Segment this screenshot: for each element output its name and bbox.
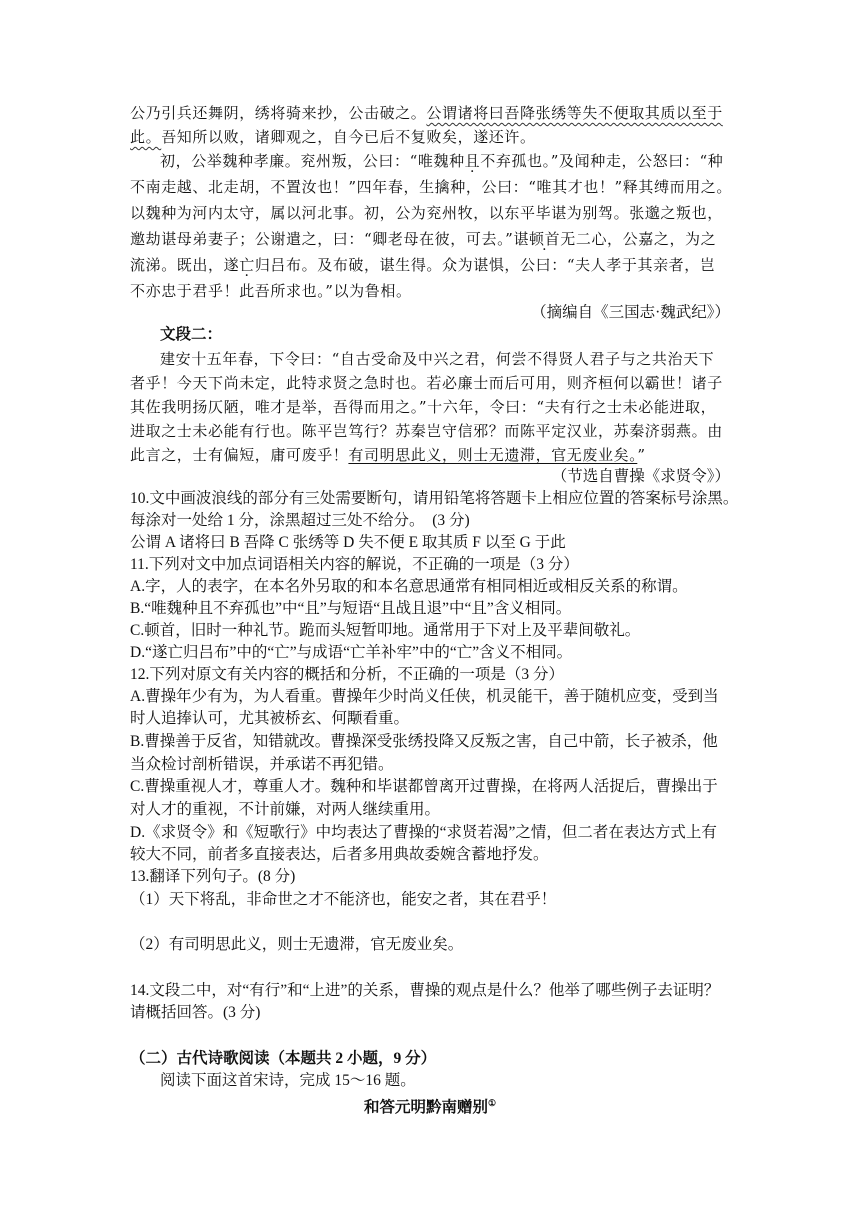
q12-option-c: C.曹操重视人才，尊重人才。魏种和毕谌都曾离开过曹操，在将两人活捉后，曹操出于 <box>130 778 718 795</box>
q12-option-d: D.《求贤令》和《短歌行》中均表达了曹操的“求贤若渴”之情，但二者在表达方式上有 <box>130 824 717 841</box>
q12-option-b: B.曹操善于反省，知错就改。曹操深受张绣投降又反叛之害，自己中箭，长子被杀，他 <box>130 733 718 750</box>
q14-stem: 14.文段二中，对“有行”和“上进”的关系，曹操的观点是什么？他举了哪些例子去证明？ <box>130 982 720 999</box>
q13-stem: 13.翻译下列句子。(8 分) <box>130 868 296 885</box>
q12-option-c-cont: 对人才的重视，不计前嫌，对两人继续重用。 <box>130 801 441 818</box>
section2-instruction: 阅读下面这首宋诗，完成 15～16 题。 <box>160 1072 416 1089</box>
passage2-source: （节选自曹操《求贤令》） <box>551 468 730 485</box>
q12-option-a: A.曹操年少有为，为人看重。曹操年少时尚义任侠，机灵能干，善于随机应变，受到当 <box>130 688 719 705</box>
q14-stem-cont: 请概括回答。(3 分) <box>130 1004 261 1021</box>
q11-option-a: A.字，人的表字，在本名外另取的和本名意思通常有相同相近或相反关系的称谓。 <box>130 578 688 595</box>
passage2-line-5: 此言之，士有偏短，庸可废乎！有司明思此义，则士无遗滞，官无废业矣。” <box>130 446 646 464</box>
footnote-marker: ① <box>487 1098 497 1108</box>
passage1-source: （摘编自《三国志·魏武纪》） <box>531 304 730 321</box>
dotted-word: 顿首 <box>529 230 561 248</box>
passage1-line-4: 不南走越、北走胡，不置汝也！”四年春，生擒种，公曰：“唯其才也！”释其缚而用之。 <box>130 178 733 196</box>
q11-stem: 11.下列对文中加点词语相关内容的解说，不正确的一项是（3 分） <box>130 556 579 573</box>
q13-sentence-2: （2）有司明思此义，则士无遗滞，官无废业矣。 <box>130 936 464 953</box>
wavy-underlined-text: 公谓诸将曰吾降张绣等失不便取其质以至于 <box>426 104 723 122</box>
passage1-line-5: 以魏种为河内太守，属以河北事。初，公为兖州牧，以东平毕谌为别驾。张邈之叛也， <box>130 204 723 222</box>
passage2-line-2: 者乎！今天下尚未定，此特求贤之急时也。若必廉士而后可用，则齐桓何以霸世！诸子 <box>130 374 723 392</box>
passage1-line-3: 初，公举魏种孝廉。兖州叛，公曰：“唯魏种且不弃孤也。”及闻种走，公怒曰：“种 <box>160 152 724 170</box>
wavy-underlined-text: 此。 <box>130 128 162 146</box>
q11-option-c: C.顿首，旧时一种礼节。跪而头短暂叩地。通常用于下对上及平辈间敬礼。 <box>130 622 641 639</box>
q12-option-a-cont: 时人追捧认可，尤其被桥玄、何颙看重。 <box>130 710 410 727</box>
q11-option-d: D.“遂亡归吕布”中的“亡”与成语“亡羊补牢”中的“亡”含义不相同。 <box>130 644 573 661</box>
passage1-line-2: 此。吾知所以败，诸卿观之，自今已后不复败矣，遂还许。 <box>130 128 536 146</box>
dotted-word: 亡 <box>239 256 255 274</box>
passage2-line-1: 建安十五年春，下令曰：“自古受命及中兴之君，何尝不得贤人君子与之共治天下 <box>160 350 715 368</box>
passage2-line-4: 进取之士未必能有行也。陈平岂笃行？苏秦岂守信邪？而陈平定汉业，苏秦济弱燕。由 <box>130 422 723 440</box>
passage1-line-8: 不亦忠于君乎！此吾所求也。”以为鲁相。 <box>130 282 412 300</box>
q10-text: 10.文中画波浪线的部分有三处需要断句，请用铅笔将答题卡上相应位置的答案标号涂黑。 <box>130 490 739 507</box>
passage1-line-6: 邀劫谌母弟妻子；公谢遣之，曰：“卿老母在彼，可去。”谌顿首无二心，公嘉之，为之 <box>130 230 717 248</box>
underlined-sentence: 有司明思此义，则士无遗滞，官无废业矣。 <box>348 446 638 464</box>
q10-text-2: 每涂对一处给 1 分，涂黑超过三处不给分。 (3 分) <box>130 512 470 529</box>
passage1-line-7: 流涕。既出，遂亡归吕布。及布破，谌生得。众为谌惧，公曰：“夫人孝于其亲者，岂 <box>130 256 716 274</box>
dotted-word: 且 <box>464 152 481 170</box>
poem-title: 和答元明黔南赠别① <box>363 1098 497 1117</box>
q13-sentence-1: （1）天下将乱，非命世之才不能济也，能安之者，其在君乎！ <box>130 891 557 908</box>
q12-option-d-cont: 较大不同，前者多直接表达，后者多用典故委婉含蓄地抒发。 <box>130 846 549 863</box>
q12-stem: 12.下列对原文有关内容的概括和分析，不正确的一项是（3 分） <box>130 666 565 683</box>
q11-option-b: B.“唯魏种且不弃孤也”中“且”与短语“且战且退”中“且”含义相同。 <box>130 600 572 617</box>
passage2-heading: 文段二： <box>160 326 223 343</box>
passage1-line-1: 公乃引兵还舞阴，绣将骑来抄，公击破之。公谓诸将曰吾降张绣等失不便取其质以至于 <box>130 104 723 122</box>
q12-option-b-cont: 当众检讨剖析错误，并承诺不再犯错。 <box>130 756 394 773</box>
q10-options: 公谓 A 诸将曰 B 吾降 C 张绣等 D 失不便 E 取其质 F 以至 G 于此 <box>130 534 566 551</box>
passage2-line-3: 其佐我明扬仄陋，唯才是举，吾得而用之。”十六年，令曰：“夫有行之士未必能进取， <box>130 398 717 416</box>
section2-heading: （二）古代诗歌阅读（本题共 2 小题，9 分） <box>130 1050 437 1067</box>
